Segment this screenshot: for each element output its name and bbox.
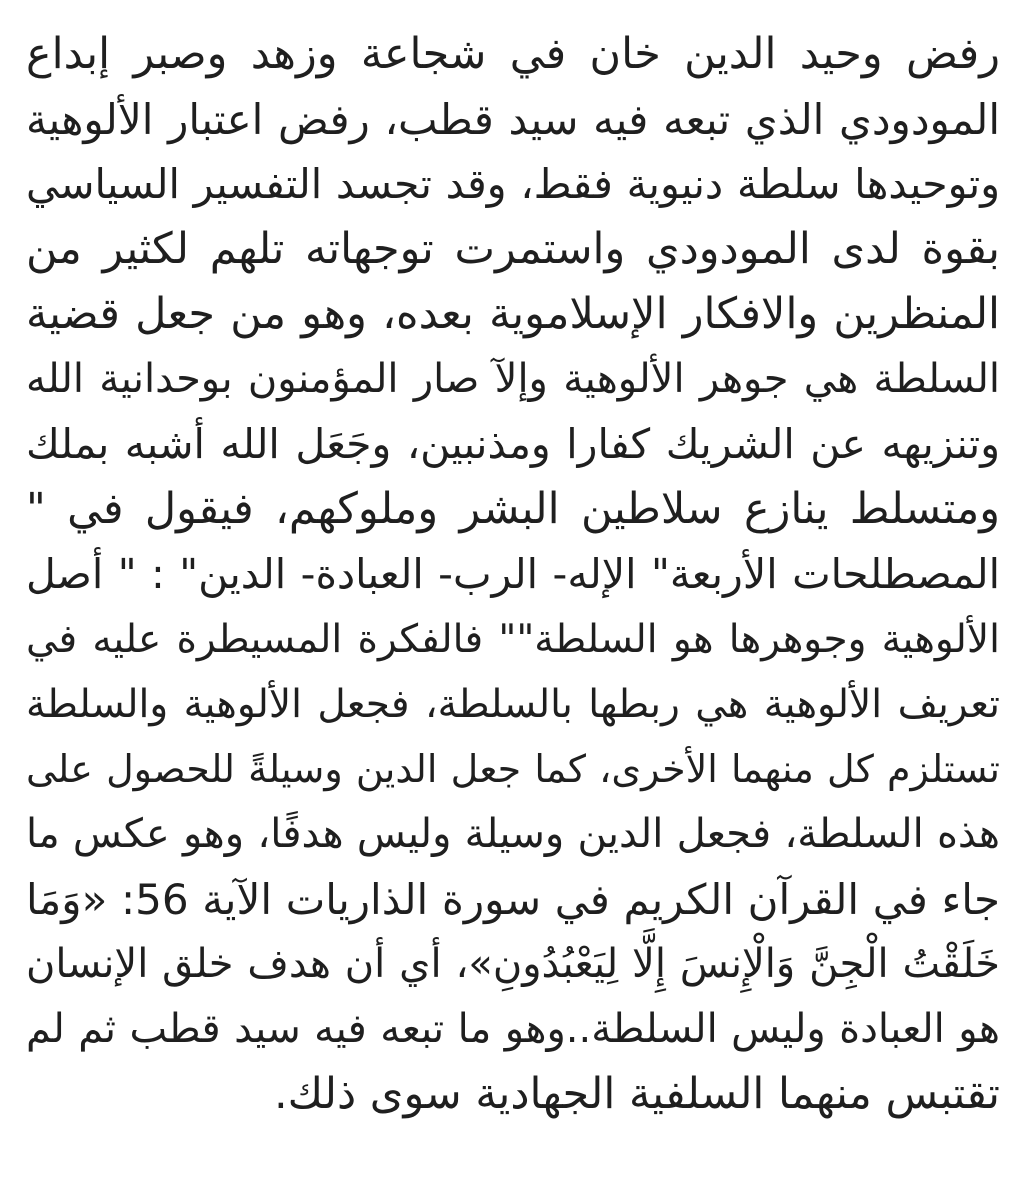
text-line-14: جاء في القرآن الكريم في سورة الذاريات الآية 56: «وَمَا bbox=[26, 875, 1000, 924]
text-line-12: تستلزم كل منهما الأخرى، كما جعل الدين وسيلةً للحصول على bbox=[26, 747, 1000, 791]
text-line-10: الألوهية وجوهرها هو السلطة"" فالفكرة المسيطرة عليه في bbox=[26, 617, 1000, 662]
text-line-16: هو العبادة وليس السلطة..وهو ما تبعه فيه سيد قطب ثم لم bbox=[26, 1006, 1000, 1052]
arabic-paragraph bbox=[26, 22, 1000, 1127]
text-line-2: المودودي الذي تبعه فيه سيد قطب، رفض اعتبار الألوهية bbox=[26, 95, 1000, 144]
text-line-8: ومتسلط ينازع سلاطين البشر وملوكهم، فيقول في " bbox=[26, 484, 1000, 534]
text-line-9: المصطلحات الأربعة" الإله- الرب- العبادة- الدين" : " أصل bbox=[26, 550, 1000, 598]
text-line-3: وتوحيدها سلطة دنيوية فقط، وقد تجسد التفسير السياسي bbox=[26, 160, 1000, 208]
text-line-17: تقتبس منهما السلفية الجهادية سوى ذلك. bbox=[273, 1069, 1000, 1119]
text-line-15: خَلَقْتُ الْجِنَّ وَالْإِنسَ إِلَّا لِيَعْبُدُونِ»، أي أن هدف خلق الإنسان bbox=[26, 941, 1000, 987]
text-line-11: تعريف الألوهية هي ربطها بالسلطة، فجعل الألوهية والسلطة bbox=[26, 682, 1000, 727]
text-line-4: بقوة لدى المودودي واستمرت توجهاته تلهم لكثير من bbox=[26, 224, 1000, 274]
text-line-5: المنظرين والافكار الإسلاموية بعده، وهو من جعل قضية bbox=[26, 289, 1000, 339]
text-line-7: وتنزيهه عن الشريك كفارا ومذنبين، وجَعَل الله أشبه بملك bbox=[26, 420, 1000, 468]
text-line-1: رفض وحيد الدين خان في شجاعة وزهد وصبر إبداع bbox=[26, 29, 1000, 79]
text-line-6: السلطة هي جوهر الألوهية وإلآ صار المؤمنون بوحدانية الله bbox=[26, 356, 1000, 402]
text-line-13: هذه السلطة، فجعل الدين وسيلة وليس هدفًا، وهو عكس ما bbox=[26, 811, 1000, 857]
